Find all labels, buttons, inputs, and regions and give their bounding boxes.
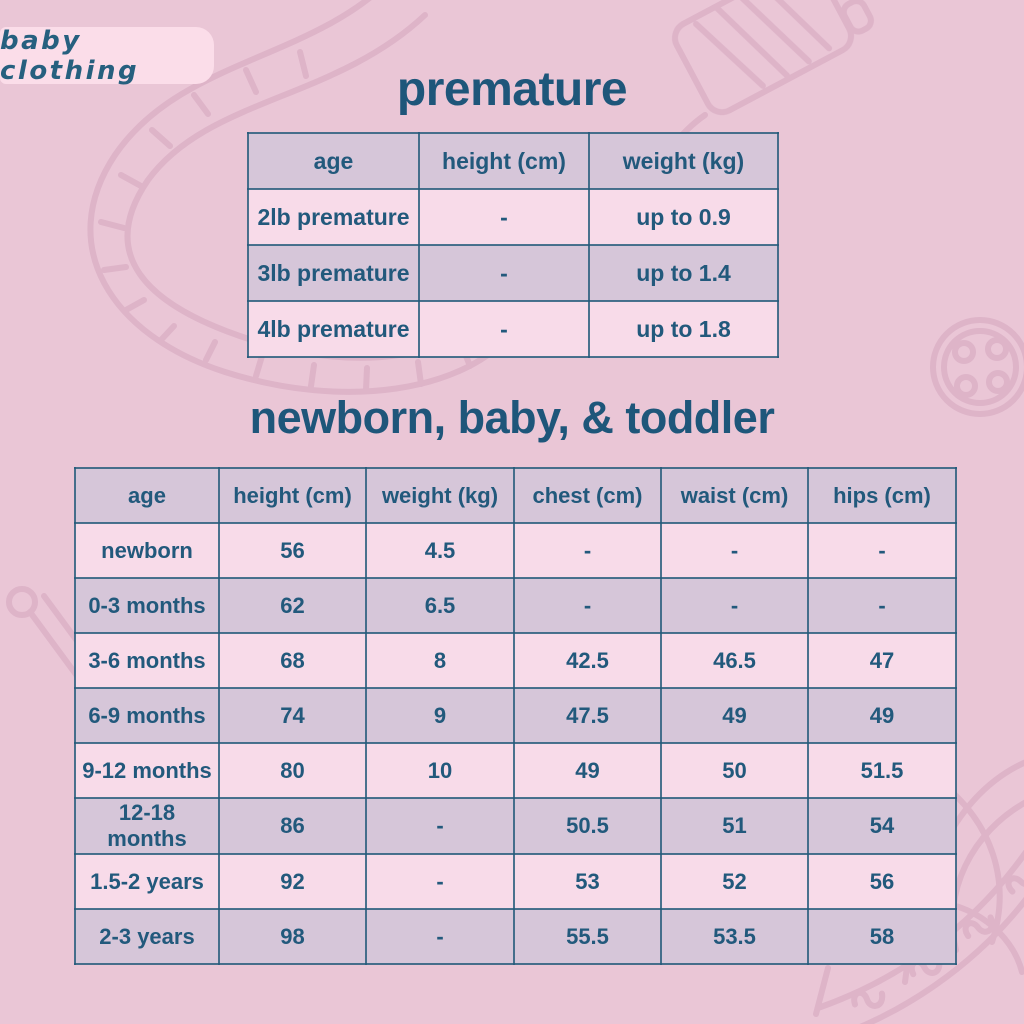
- premature-size-table: [247, 132, 779, 358]
- premature-table-title: premature: [396, 63, 628, 116]
- chest-cell: -: [514, 523, 661, 578]
- table-row: [75, 523, 956, 578]
- table-row: [248, 245, 778, 301]
- table-row: [75, 854, 956, 909]
- header-chest: chest (cm): [514, 468, 661, 523]
- waist-cell: 49: [661, 688, 808, 743]
- age-cell: 9-12 months: [75, 743, 219, 798]
- waist-cell: -: [661, 523, 808, 578]
- chest-cell: 50.5: [514, 798, 661, 854]
- chest-cell: 55.5: [514, 909, 661, 964]
- weight-cell: 10: [366, 743, 514, 798]
- header-age: age: [75, 468, 219, 523]
- chest-cell: 49: [514, 743, 661, 798]
- height-cell: 80: [219, 743, 366, 798]
- header-waist: waist (cm): [661, 468, 808, 523]
- chest-cell: 42.5: [514, 633, 661, 688]
- header-age: age: [248, 133, 419, 189]
- header-weight: weight (kg): [366, 468, 514, 523]
- age-cell: 6-9 months: [75, 688, 219, 743]
- weight-cell: 6.5: [366, 578, 514, 633]
- age-cell: 3lb premature: [248, 245, 419, 301]
- height-cell: 98: [219, 909, 366, 964]
- age-cell: 1.5-2 years: [75, 854, 219, 909]
- table-row: [75, 688, 956, 743]
- chest-cell: 47.5: [514, 688, 661, 743]
- header-row: [75, 468, 956, 523]
- table-row: [75, 578, 956, 633]
- table-row: [248, 189, 778, 245]
- height-cell: 56: [219, 523, 366, 578]
- weight-cell: 4.5: [366, 523, 514, 578]
- hips-cell: 51.5: [808, 743, 956, 798]
- waist-cell: 52: [661, 854, 808, 909]
- height-cell: 86: [219, 798, 366, 854]
- hips-cell: 47: [808, 633, 956, 688]
- table-row: [75, 743, 956, 798]
- waist-cell: 50: [661, 743, 808, 798]
- age-cell: 3-6 months: [75, 633, 219, 688]
- chest-cell: 53: [514, 854, 661, 909]
- age-cell: newborn: [75, 523, 219, 578]
- height-cell: 74: [219, 688, 366, 743]
- height-cell: 68: [219, 633, 366, 688]
- hips-cell: 56: [808, 854, 956, 909]
- waist-cell: 51: [661, 798, 808, 854]
- hips-cell: 49: [808, 688, 956, 743]
- weight-cell: up to 1.8: [589, 301, 778, 357]
- weight-cell: -: [366, 854, 514, 909]
- weight-cell: -: [366, 798, 514, 854]
- table-row: [248, 301, 778, 357]
- weight-cell: 9: [366, 688, 514, 743]
- hips-cell: -: [808, 578, 956, 633]
- age-cell: 4lb premature: [248, 301, 419, 357]
- weight-cell: up to 0.9: [589, 189, 778, 245]
- header-hips: hips (cm): [808, 468, 956, 523]
- badge-label: baby clothing: [0, 25, 140, 86]
- table-row: [75, 798, 956, 854]
- badge: [0, 27, 214, 84]
- waist-cell: -: [661, 578, 808, 633]
- height-cell: -: [419, 245, 589, 301]
- weight-cell: -: [366, 909, 514, 964]
- table-row: [75, 909, 956, 964]
- age-cell: 12-18 months: [75, 798, 219, 854]
- table-row: [75, 633, 956, 688]
- header-height: height (cm): [219, 468, 366, 523]
- waist-cell: 46.5: [661, 633, 808, 688]
- age-cell: 0-3 months: [75, 578, 219, 633]
- height-cell: -: [419, 189, 589, 245]
- header-height: height (cm): [419, 133, 589, 189]
- age-cell: 2-3 years: [75, 909, 219, 964]
- age-cell: 2lb premature: [248, 189, 419, 245]
- toddler-table-title: newborn, baby, & toddler: [249, 392, 775, 443]
- hips-cell: -: [808, 523, 956, 578]
- weight-cell: up to 1.4: [589, 245, 778, 301]
- hips-cell: 58: [808, 909, 956, 964]
- waist-cell: 53.5: [661, 909, 808, 964]
- header-row: [248, 133, 778, 189]
- weight-cell: 8: [366, 633, 514, 688]
- header-weight: weight (kg): [589, 133, 778, 189]
- toddler-size-table: [74, 467, 957, 965]
- height-cell: -: [419, 301, 589, 357]
- hips-cell: 54: [808, 798, 956, 854]
- chest-cell: -: [514, 578, 661, 633]
- height-cell: 62: [219, 578, 366, 633]
- height-cell: 92: [219, 854, 366, 909]
